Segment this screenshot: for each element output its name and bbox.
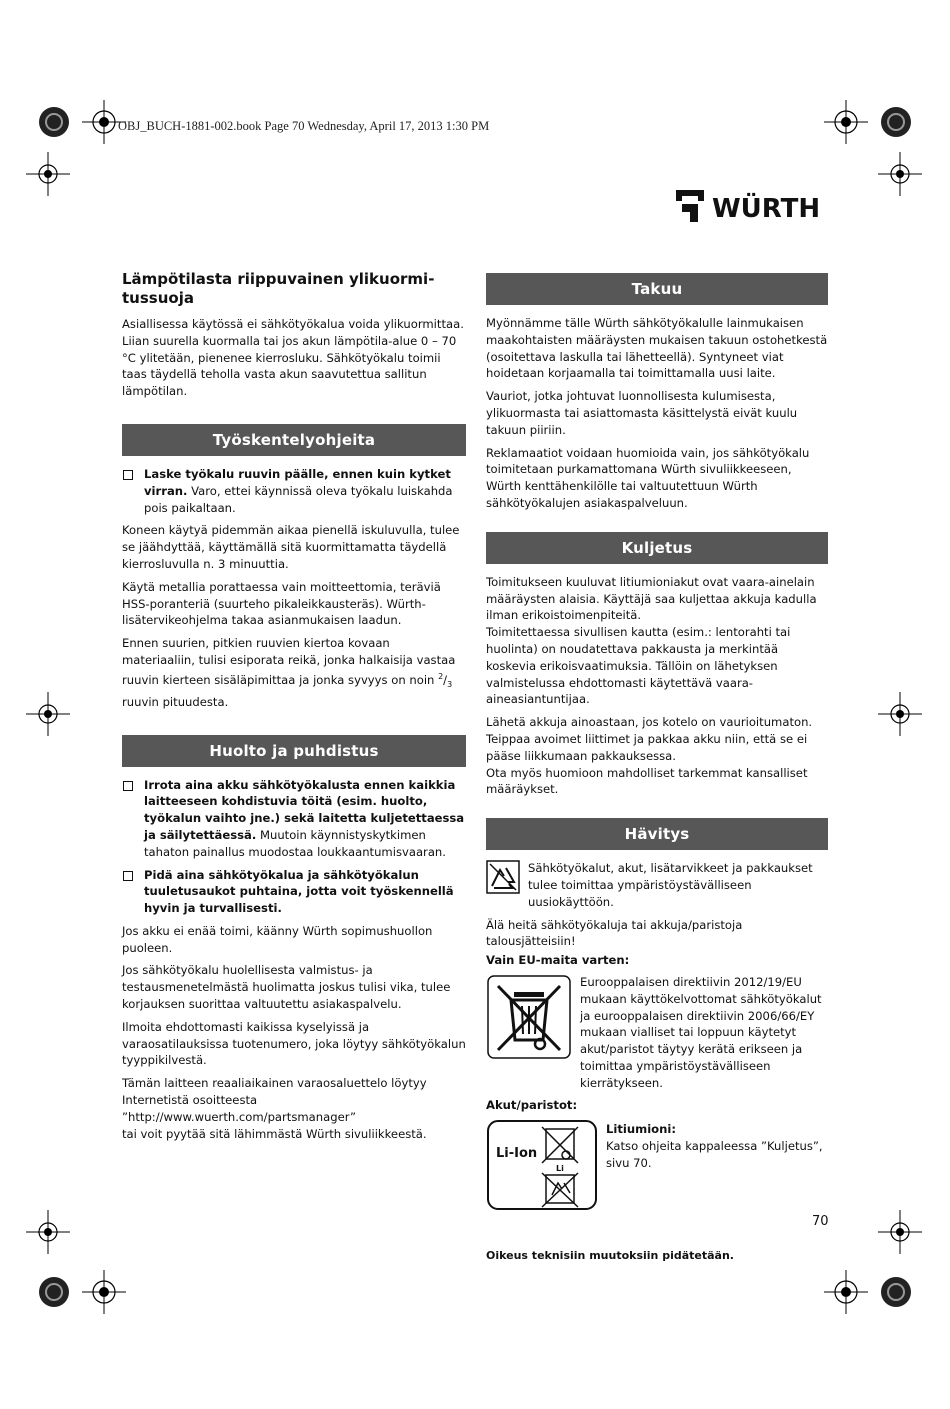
logo-text: WÜRTH xyxy=(712,194,821,224)
eu-text: Eurooppalaisen direktiivin 2012/19/EU mukaan käyttökelvottomat sähkötyökalut ja eurooppalaisen direktiivin 2006/66/EY mukaan vialliset tai loppuun käytetyt akut/paristot täytyy kerätä erikseen ja toimittaa ympäristöystävälliseen kierrätykseen. xyxy=(580,974,822,1090)
maintenance-paragraph-1: Jos akku ei enää toimi, käänny Würth sopimushuollon puoleen. xyxy=(122,923,433,955)
color-target-top-right xyxy=(880,106,912,138)
recycle-symbol-icon xyxy=(486,860,520,898)
transport-header: Kuljetus xyxy=(486,532,828,564)
registration-mark-top-right xyxy=(824,100,868,144)
footnote: Oikeus teknisiin muutoksiin pidätetään. xyxy=(486,1249,734,1263)
liion-heading: Litiumioni: xyxy=(606,1122,677,1137)
registration-mark-mid-right xyxy=(878,692,922,736)
checkbox-square-icon xyxy=(123,781,133,791)
overload-protection-title: Lämpötilasta riippuvainen ylikuormi- tussuoja xyxy=(122,270,435,307)
liion-text: Katso ohjeita kappaleessa ”Kuljetus”, sivu 70. xyxy=(606,1139,823,1170)
maintenance-bullet-2: Pidä aina sähkötyökalua ja sähkötyökalun tuuletusaukot puhtaina, jotta voit työskennellä hyvin ja turvallisesti. xyxy=(122,867,466,917)
maintenance-paragraph-4: Tämän laitteen reaaliaikainen varaosaluettelo löytyy Internetistä osoitteesta ”http://www.wuerth.com/partsmanager” tai voit pyytää sitä lähimmästä Würth sivuliikkeestä. xyxy=(122,1076,427,1141)
page-number: 70 xyxy=(812,1214,829,1229)
transport-paragraph-2: Toimitettaessa sivullisen kautta (esim.: lentorahti tai huolinta) on noudatettava pakkausta ja merkintää koskevia erikoisvaatimuksia. Tällöin on lähetyksen valmistelussa ehdottomasti käytettävä vaara-aineasiantuntijaa. xyxy=(486,625,791,707)
color-target-top-left xyxy=(38,106,70,138)
warranty-paragraph-2: Vauriot, jotka johtuvat luonnollisesta kulumisesta, ylikuormasta tai asiattomasta käsittelystä eivät kuulu takuun piiriin. xyxy=(486,389,798,437)
liion-row xyxy=(486,1119,828,1215)
svg-text:Li: Li xyxy=(556,1164,564,1174)
eu-row xyxy=(486,974,828,1092)
eu-heading: Vain EU-maita varten: xyxy=(486,953,630,968)
print-header: OBJ_BUCH-1881-002.book Page 70 Wednesday, April 17, 2013 1:30 PM xyxy=(118,119,490,133)
overload-protection-text: Asiallisessa käytössä ei sähkötyökalua voida ylikuormittaa. Liian suurella kuormalla tai jos akun lämpötila-alue 0 – 70 °C ylitetään, pienenee kierrosluku. Sähkötyökalu toimii taas täydellä teholla vasta akun saavutettua sallitun lämpötilan. xyxy=(122,317,464,399)
right-column xyxy=(486,273,828,1262)
checkbox-square-icon xyxy=(123,871,133,881)
warranty-header: Takuu xyxy=(486,273,828,305)
left-column xyxy=(122,270,466,1148)
battery-heading: Akut/paristot: xyxy=(486,1098,578,1113)
checkbox-square-icon xyxy=(123,470,133,480)
transport-paragraph-4: Ota myös huomioon mahdolliset tarkemmat kansalliset määräykset. xyxy=(486,765,808,797)
maintenance-bullet-1: Irrota aina akku sähkötyökalusta ennen kaikkia laitteeseen kohdistuvia töitä (esim. huolto, työkalun vaihto jne.) sekä laitetta kuljetettaessa ja säilytettäessä. Muutoin käynnistyskytkimen tahaton painallus muodostaa loukkaantumisvaaran. xyxy=(122,777,466,861)
parts-manager-url[interactable]: ”http://www.wuerth.com/partsmanager” xyxy=(122,1109,356,1124)
registration-mark-bottom-left xyxy=(82,1270,126,1314)
registration-mark-lower-left xyxy=(26,1210,70,1254)
warranty-paragraph-3: Reklamaatiot voidaan huomioida vain, jos sähkötyökalu toimitetaan purkamattomana Würth sivuliikkeeseen, Würth kenttähenkilölle tai valtuutettuun Würth sähkötyökalujen asiakaspalveluun. xyxy=(486,445,810,510)
registration-mark-mid-left xyxy=(26,692,70,736)
transport-paragraph-3: Lähetä akkuja ainoastaan, jos kotelo on vaurioitumaton. Teippaa avoimet liittimet ja pakkaa akku niin, että se ei pääse liikkumaan pakkauksessa. xyxy=(486,715,813,763)
svg-text:Li-Ion: Li-Ion xyxy=(496,1146,538,1162)
wurth-logo xyxy=(674,188,832,224)
registration-mark-upper-left xyxy=(26,152,70,196)
work-instructions-header: Työskentelyohjeita xyxy=(122,424,466,456)
work-paragraph-3: Ennen suurien, pitkien ruuvien kiertoa kovaan materiaaliin, tulisi esiporata reikä, jonka halkaisija vastaa ruuvin kierteen sisäläpimittaa ja jonka syvyys on noin $^2/_3$ ruuvin pituudesta. xyxy=(122,636,456,709)
work-bullet: Laske työkalu ruuvin päälle, ennen kuin kytket virran. Varo, ettei käynnissä oleva työkalu luiskahda pois paikaltaan. xyxy=(122,466,466,516)
registration-mark-upper-right xyxy=(878,152,922,196)
disposal-header: Hävitys xyxy=(486,818,828,850)
registration-mark-bottom-right xyxy=(824,1270,868,1314)
registration-mark-lower-right xyxy=(878,1210,922,1254)
crossed-wheelie-bin-icon xyxy=(486,974,572,1064)
transport-paragraph-1: Toimitukseen kuuluvat litiumioniakut ovat vaara-ainelain määräysten alaisia. Käyttäjä saa kuljettaa akkuja kadulla ilman erikoistoimenpiteitä. xyxy=(486,574,817,623)
warranty-paragraph-1: Myönnämme tälle Würth sähkötyökalulle lainmukaisen maakohtaisten määräysten mukaisen takuun ostohetkestä (osoitettava laskulla tai lähetteellä). Syntyneet viat hoidetaan korjaamalla tai toimittamalla uusi laite. xyxy=(486,316,828,381)
work-paragraph-2: Käytä metallia porattaessa vain moitteettomia, teräviä HSS-poranteriä (suurteho pikaleikkausteräs). Würth-lisätervikeohjelma takaa asianmukaisen laadun. xyxy=(122,579,441,628)
disposal-paragraph-2: Älä heitä sähkötyökaluja tai akkuja/paristoja talousjätteisiin! xyxy=(486,917,743,949)
color-target-bottom-right xyxy=(880,1276,912,1308)
disposal-paragraph-1: Sähkötyökalut, akut, lisätarvikkeet ja pakkaukset tulee toimittaa ympäristöystävälliseen uusiokäyttöön. xyxy=(528,861,813,909)
recycling-row xyxy=(486,860,828,910)
li-ion-battery-icon xyxy=(486,1119,598,1215)
liion-text-block xyxy=(606,1119,828,1171)
work-paragraph-1: Koneen käytyä pidemmän aikaa pienellä iskuluvulla, tulee se jäähdyttää, käyttämällä sitä kuormittamatta täydellä kierrosluvulla n. 3 minuuttia. xyxy=(122,523,460,571)
maintenance-header: Huolto ja puhdistus xyxy=(122,735,466,767)
color-target-bottom-left xyxy=(38,1276,70,1308)
maintenance-paragraph-3: Ilmoita ehdottomasti kaikissa kyselyissä ja varaosatilauksissa tuotenumero, joka löytyy sähkötyökalun tyyppikilvestä. xyxy=(122,1019,466,1068)
maintenance-paragraph-2: Jos sähkötyökalu huolellisesta valmistus- ja testausmenetelmästä huolimatta joskus tulisi vika, tulee korjauksen suorittaa valtuutettu asiakaspalvelu. xyxy=(122,963,451,1012)
